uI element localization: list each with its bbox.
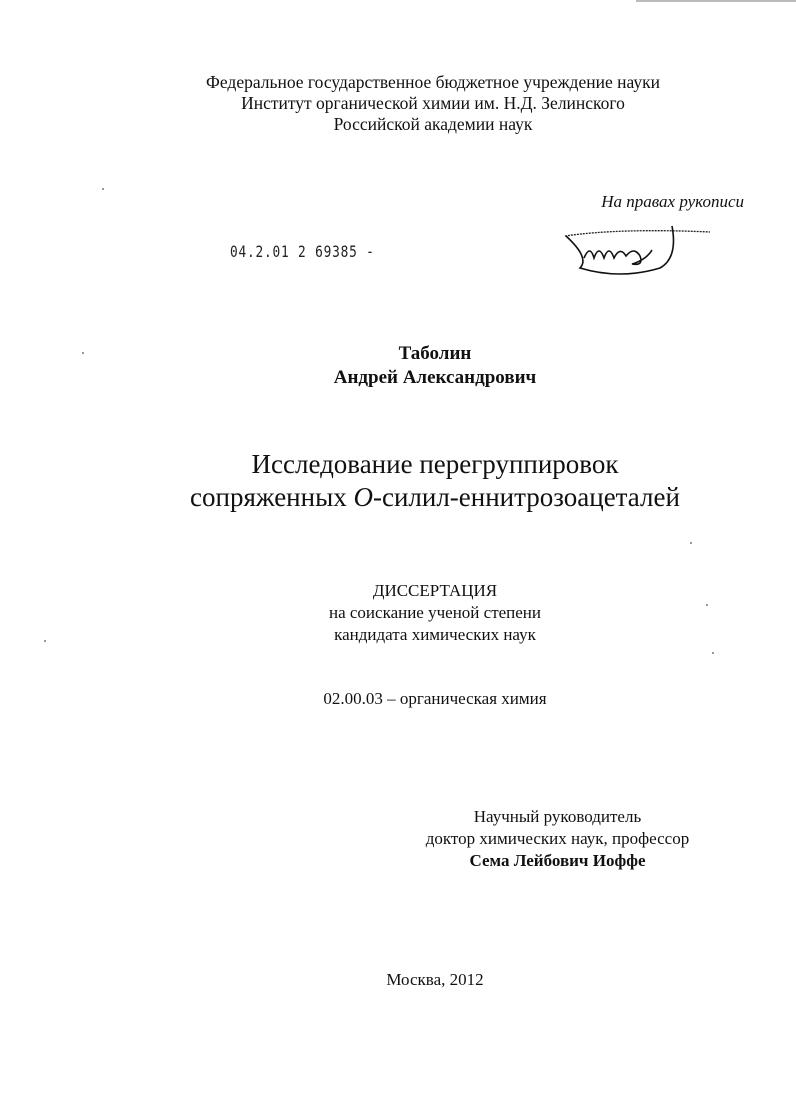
institution-line: Институт органической химии им. Н.Д. Зелинского — [241, 93, 625, 113]
scan-speck — [690, 542, 692, 544]
document-type: ДИССЕРТАЦИЯ — [372, 581, 498, 600]
degree-purpose-line-1: на соискание ученой степени — [328, 603, 542, 622]
dissertation-title — [0, 448, 796, 514]
scan-speck — [102, 188, 104, 190]
author-block — [0, 342, 796, 390]
title-line-1: Исследование перегруппировок — [251, 449, 619, 479]
archive-stamp-number: 04.2.01 2 69385 - — [230, 242, 375, 261]
rights-note: На правах рукописи — [601, 192, 744, 211]
institution-line: Российской академии наук — [333, 114, 533, 134]
degree-purpose-line-2: кандидата химических наук — [334, 625, 536, 644]
author-given-names: Андрей Александрович — [333, 367, 537, 388]
specialty-code: 02.00.03 – органическая химия — [323, 689, 547, 708]
institution-line: Федеральное государственное бюджетное учреждение науки — [206, 72, 660, 92]
scan-edge-artifact — [636, 0, 796, 2]
institution-block — [0, 72, 796, 135]
title-suffix: -силил-еннитрозоацеталей — [372, 482, 680, 512]
supervisor-block — [400, 806, 715, 872]
supervisor-title: доктор химических наук, профессор — [425, 829, 690, 848]
scan-speck — [712, 652, 714, 654]
dissertation-type-block — [0, 580, 796, 646]
title-italic-o: O — [353, 482, 373, 512]
title-prefix: сопряженных — [190, 482, 354, 512]
supervisor-label: Научный руководитель — [473, 807, 642, 826]
author-surname: Таболин — [398, 343, 472, 364]
signature-icon — [560, 218, 720, 283]
title-line-2 — [0, 481, 796, 514]
supervisor-name: Сема Лейбович Иоффе — [469, 851, 646, 870]
city-year: Москва, 2012 — [386, 970, 484, 989]
